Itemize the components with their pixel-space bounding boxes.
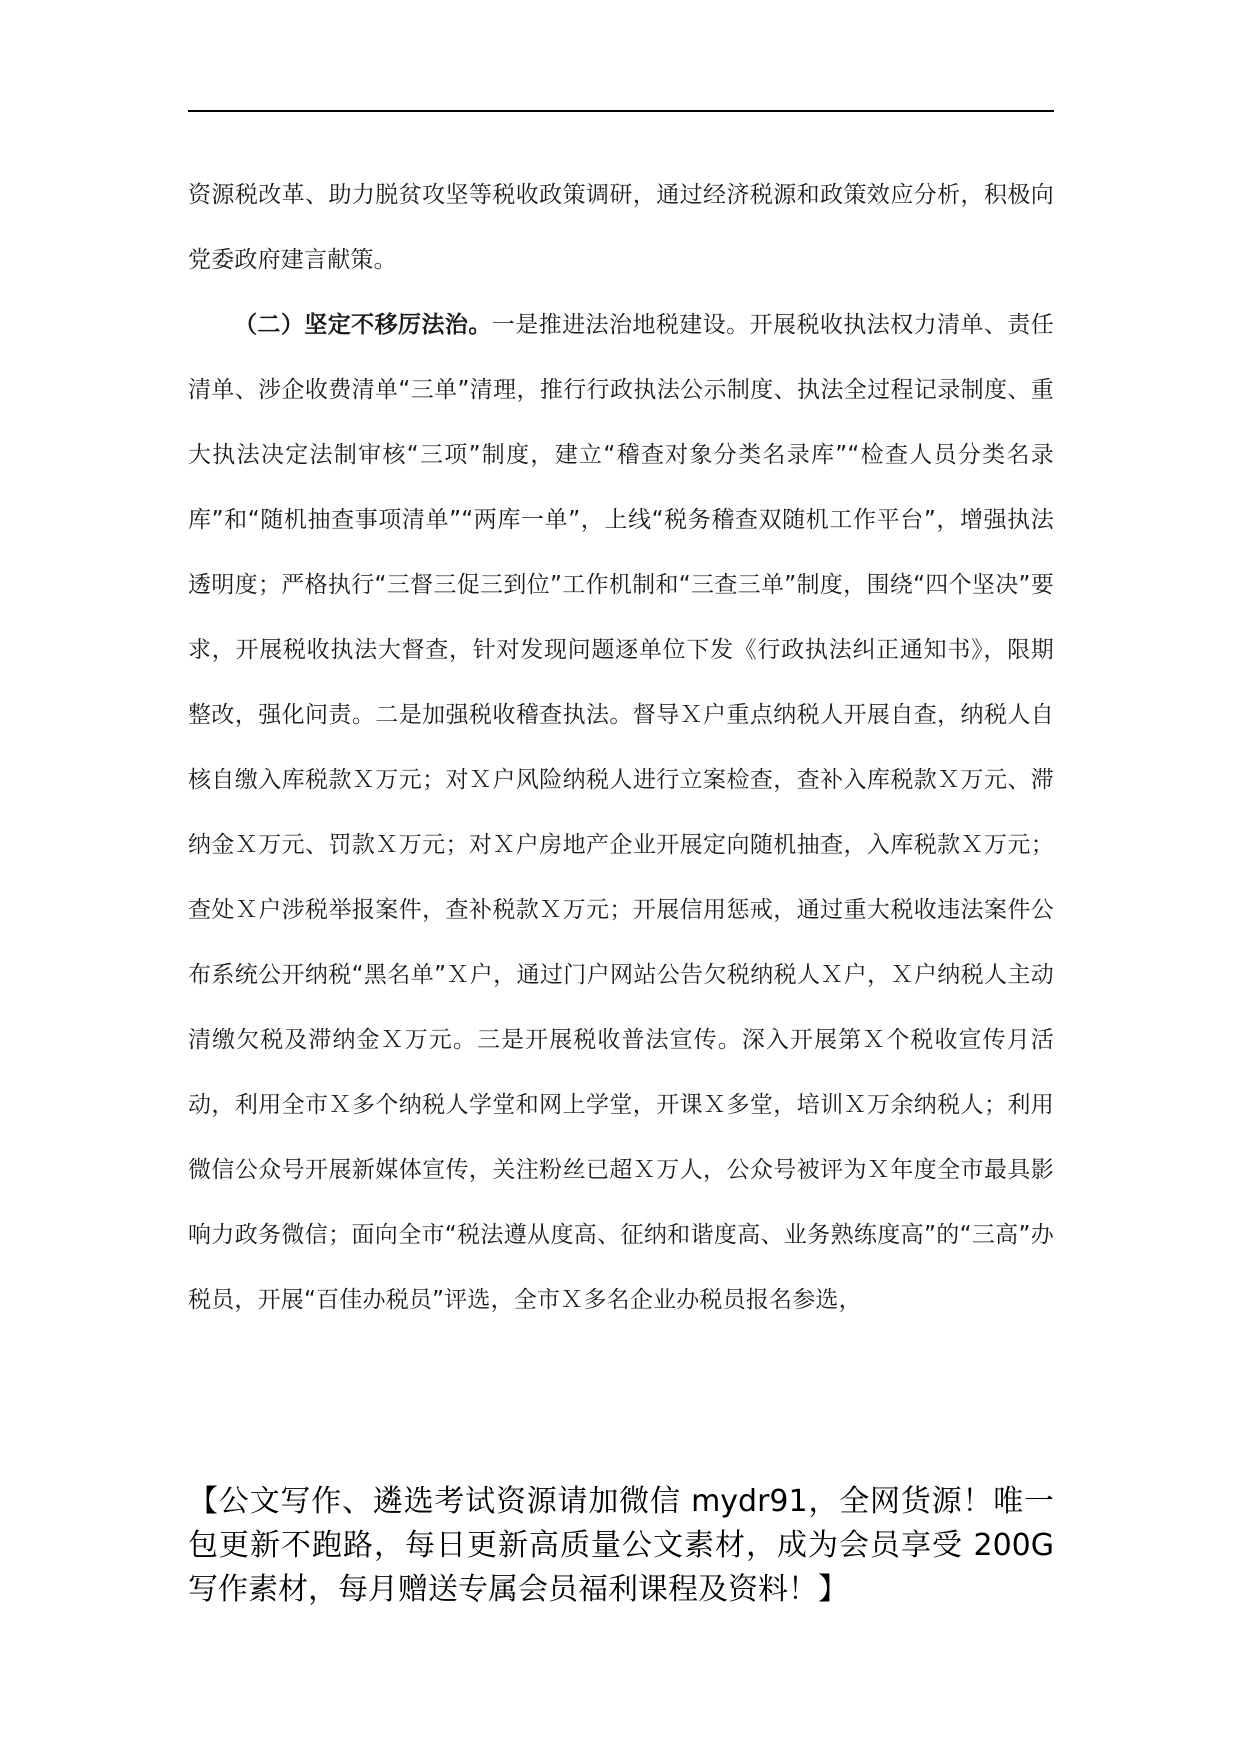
- header-rule: [188, 110, 1054, 112]
- paragraph-section-two: [188, 293, 1054, 1333]
- paragraph-text: 资源税改革、助力脱贫攻坚等税收政策调研，通过经济税源和政策效应分析，积极向党委政府建言献策。: [188, 182, 1054, 273]
- body-text: [188, 163, 1054, 1333]
- promo-banner: 【公文写作、遴选考试资源请加微信 mydr91，全网货源！唯一包更新不跑路，每日更新高质量公文素材，成为会员享受 200G 写作素材，每月赠送专属会员福利课程及资料！】: [188, 1484, 1054, 1607]
- section-heading: （二）坚定不移厉法治。: [234, 312, 492, 338]
- paragraph-continuation: [188, 163, 1054, 293]
- paragraph-text: 一是推进法治地税建设。开展税收执法权力清单、责任清单、涉企收费清单“三单”清理，推行行政执法公示制度、执法全过程记录制度、重大执法决定法制审核“三项”制度，建立“稽查对象分类名录库”“检查人员分类名录库”和“随机抽查事项清单”“两库一单”，上线“税务稽查双随机工作平台”，增强执法透明度；严格执行“三督三促三到位”工作机制和“三查三单”制度，围绕“四个坚决”要求，开展税收执法大督查，针对发现问题逐单位下发《行政执法纠正通知书》，限期整改，强化问责。二是加强税收稽查执法。督导Ｘ户重点纳税人开展自查，纳税人自核自缴入库税款Ｘ万元；对Ｘ户风险纳税人进行立案检查，查补入库税款Ｘ万元、滞纳金Ｘ万元、罚款Ｘ万元；对Ｘ户房地产企业开展定向随机抽查，入库税款Ｘ万元；查处Ｘ户涉税举报案件，查补税款Ｘ万元；开展信用惩戒，通过重大税收违法案件公布系统公开纳税“黑名单”Ｘ户，通过门户网站公告欠税纳税人Ｘ户，Ｘ户纳税人主动清缴欠税及滞纳金Ｘ万元。三是开展税收普法宣传。深入开展第Ｘ个税收宣传月活动，利用全市Ｘ多个纳税人学堂和网上学堂，开课Ｘ多堂，培训Ｘ万余纳税人；利用微信公众号开展新媒体宣传，关注粉丝已超Ｘ万人，公众号被评为Ｘ年度全市最具影响力政务微信；面向全市“税法遵从度高、征纳和谐度高、业务熟练度高”的“三高”办税员，开展“百佳办税员”评选，全市Ｘ多名企业办税员报名参选，: [188, 312, 1054, 1313]
